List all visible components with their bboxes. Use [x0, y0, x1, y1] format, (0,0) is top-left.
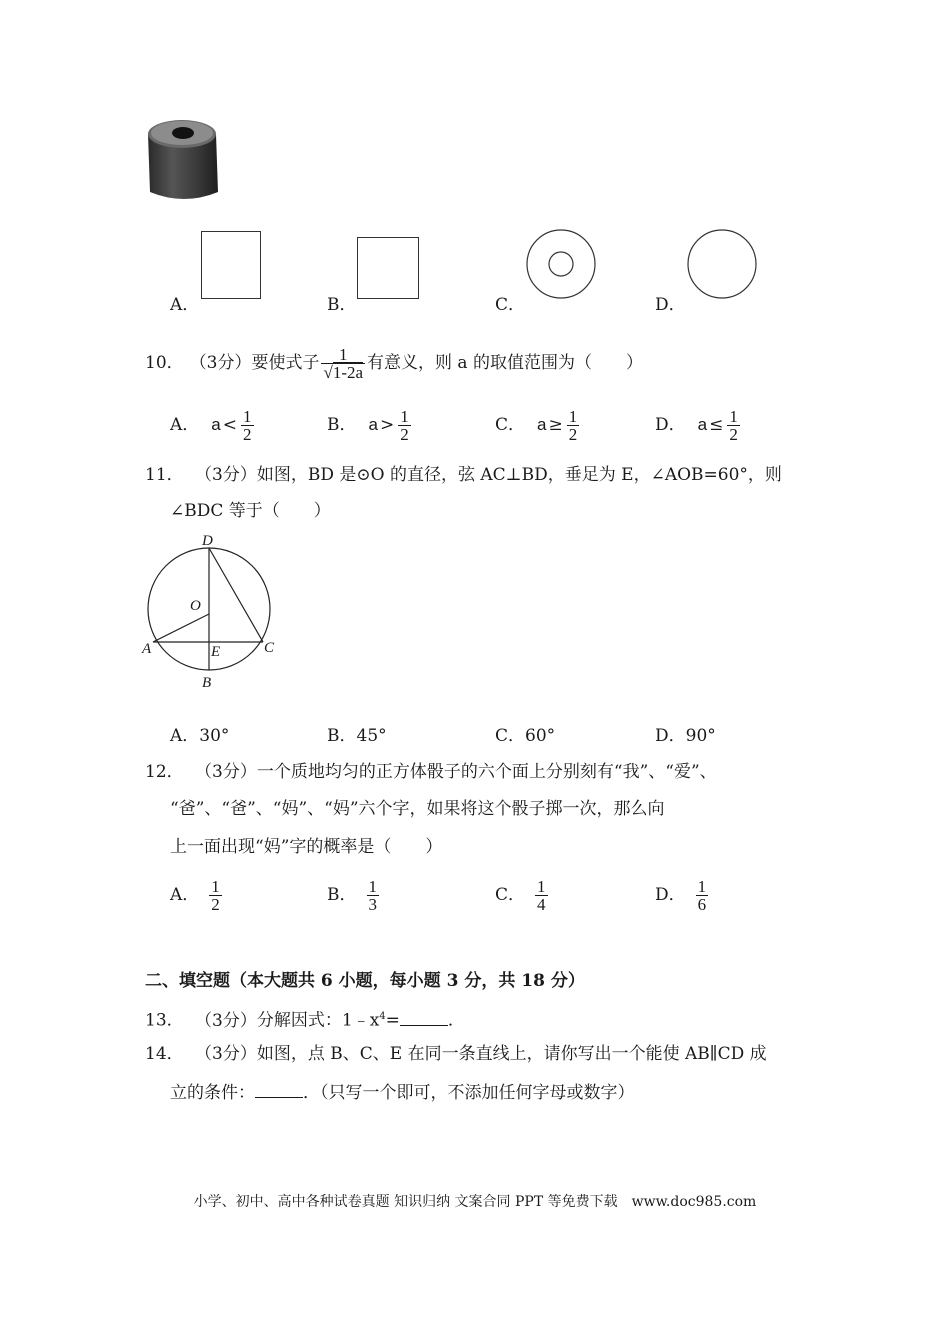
concentric-circles-icon — [525, 228, 597, 300]
question-number: 11． — [145, 465, 184, 485]
q9-option-a-label: A． — [170, 295, 200, 315]
question-13 — [145, 1006, 465, 1032]
question-stem-tail: 有意义，则 a 的取值范围为（ ） — [367, 353, 643, 373]
radicand: 1-2a — [332, 362, 364, 382]
option-label: B． — [327, 885, 357, 905]
equals-sign: = — [385, 1010, 400, 1031]
option-label: A． — [170, 885, 200, 905]
question-score: （3分） — [195, 1010, 257, 1031]
point-label-d: D — [202, 533, 213, 549]
option-label: A． — [170, 726, 200, 746]
point-label-e: E — [211, 644, 221, 660]
fraction-numerator: 1 — [211, 876, 220, 896]
question-10 — [145, 343, 643, 383]
fraction-numerator: 1 — [339, 344, 348, 364]
option-value: 30° — [199, 726, 230, 746]
q12-option-c — [495, 874, 550, 916]
question-stem-line2-tail: ．（只写一个即可，不添加任何字母或数字） — [303, 1083, 635, 1103]
option-value: 45° — [356, 726, 387, 746]
question-score: （3分） — [195, 1044, 257, 1064]
fraction-numerator: 1 — [243, 406, 252, 426]
question-12 — [145, 761, 717, 783]
q11-option-d — [655, 725, 716, 747]
exponent: 4 — [379, 1011, 386, 1022]
question-stem-line1: 如图，BD 是⊙O 的直径，弦 AC⊥BD，垂足为 E，∠AOB=60°，则 — [256, 465, 782, 485]
fraction-numerator: 1 — [400, 406, 409, 426]
section-heading: 二、填空题（本大题共 6 小题，每小题 3 分，共 18 分） — [145, 971, 585, 991]
q9-option-b-label: B． — [327, 295, 357, 315]
fraction-denominator: 2 — [243, 424, 252, 444]
fraction-denominator: 2 — [211, 894, 220, 914]
point-label-c: C — [264, 640, 275, 656]
option-var: a — [697, 415, 708, 434]
option-label: C． — [495, 415, 526, 435]
option-fraction — [727, 408, 740, 443]
option-fraction — [398, 408, 411, 443]
question-stem: 要使式子 — [251, 353, 320, 373]
option-label: B． — [327, 726, 357, 746]
question-11-line2: ∠BDC 等于（ ） — [170, 501, 331, 521]
question-score: （3分） — [195, 762, 257, 782]
option-relation: > — [379, 415, 395, 435]
q10-option-d — [655, 405, 742, 445]
question-stem-line2: 立的条件： — [170, 1083, 255, 1103]
question-number: 10． — [145, 353, 184, 373]
period: ． — [447, 1010, 465, 1031]
q11-option-c — [495, 725, 555, 747]
fraction-numerator: 1 — [697, 876, 707, 896]
question-stem: 分解因式：1﹣x — [256, 1010, 380, 1031]
question-12-line2: “爸”、“爸”、“妈”、“妈”六个字，如果将这个骰子掷一次，那么向 — [170, 799, 665, 819]
fraction-denominator: √1-2a — [323, 362, 364, 382]
q9-option-c-label: C． — [495, 295, 526, 315]
fraction-expression — [321, 346, 365, 381]
question-number: 12． — [145, 762, 184, 782]
fraction-denominator: 2 — [568, 424, 578, 444]
fraction-denominator: 2 — [400, 424, 409, 444]
square-icon — [201, 231, 261, 299]
answer-blank — [400, 1009, 448, 1026]
circle-geometry-figure — [138, 530, 288, 692]
point-label-b: B — [202, 675, 212, 691]
option-label: C． — [495, 885, 526, 905]
option-fraction — [567, 408, 580, 443]
fraction-numerator: 1 — [568, 406, 578, 426]
question-stem-line1: 如图，点 B、C、E 在同一条直线上，请你写出一个能使 AB∥CD 成 — [256, 1044, 767, 1064]
option-label: D． — [655, 415, 686, 435]
fraction-denominator: 6 — [697, 894, 707, 914]
q12-option-a — [170, 874, 224, 916]
option-value: 60° — [525, 726, 556, 746]
q11-option-a — [170, 725, 229, 747]
q12-option-b — [327, 874, 381, 916]
option-fraction — [535, 878, 548, 913]
option-var: a — [211, 415, 221, 434]
question-score: （3分） — [189, 353, 252, 373]
option-label: A． — [170, 415, 200, 435]
fraction-denominator: 3 — [368, 894, 377, 914]
square-icon — [357, 237, 419, 299]
page-footer: 小学、初中、高中各种试卷真题 知识归纳 文案合同 PPT 等免费下载 www.doc985.com — [193, 1194, 757, 1210]
cylinder-photo — [144, 116, 224, 202]
option-fraction — [241, 408, 254, 443]
fraction-numerator: 1 — [537, 876, 546, 896]
option-relation: ≤ — [709, 415, 724, 435]
q12-option-d — [655, 874, 710, 916]
option-label: D． — [655, 885, 686, 905]
question-14 — [145, 1043, 767, 1065]
option-relation: ≥ — [548, 415, 563, 435]
point-label-o: O — [190, 598, 201, 614]
option-fraction — [367, 878, 380, 913]
answer-blank — [255, 1081, 303, 1098]
question-11 — [145, 464, 782, 486]
q10-option-b — [327, 405, 413, 445]
circle-icon — [686, 228, 758, 300]
q10-option-a — [170, 405, 256, 445]
fraction-denominator: 2 — [729, 424, 738, 444]
option-fraction — [209, 878, 222, 913]
option-value: 90° — [685, 726, 716, 746]
question-number: 13． — [145, 1010, 184, 1031]
option-relation: < — [222, 415, 237, 435]
option-label: C． — [495, 726, 526, 746]
option-var: a — [537, 415, 547, 434]
question-score: （3分） — [195, 465, 257, 485]
question-12-line3: 上一面出现“妈”字的概率是（ ） — [170, 837, 443, 857]
option-fraction — [696, 878, 709, 913]
fraction-numerator: 1 — [368, 876, 377, 896]
option-var: a — [368, 415, 378, 434]
question-number: 14． — [145, 1044, 184, 1064]
option-label: B． — [327, 415, 357, 435]
q11-option-b — [327, 725, 387, 747]
option-label: D． — [655, 726, 686, 746]
point-label-a: A — [142, 641, 152, 657]
question-stem-line1: 一个质地均匀的正方体骰子的六个面上分别刻有“我”、“爱”、 — [256, 762, 717, 782]
fraction-numerator: 1 — [729, 406, 738, 426]
q9-option-d-label: D． — [655, 295, 686, 315]
q10-option-c — [495, 405, 581, 445]
fraction-denominator: 4 — [537, 894, 546, 914]
question-14-line2 — [170, 1081, 635, 1104]
